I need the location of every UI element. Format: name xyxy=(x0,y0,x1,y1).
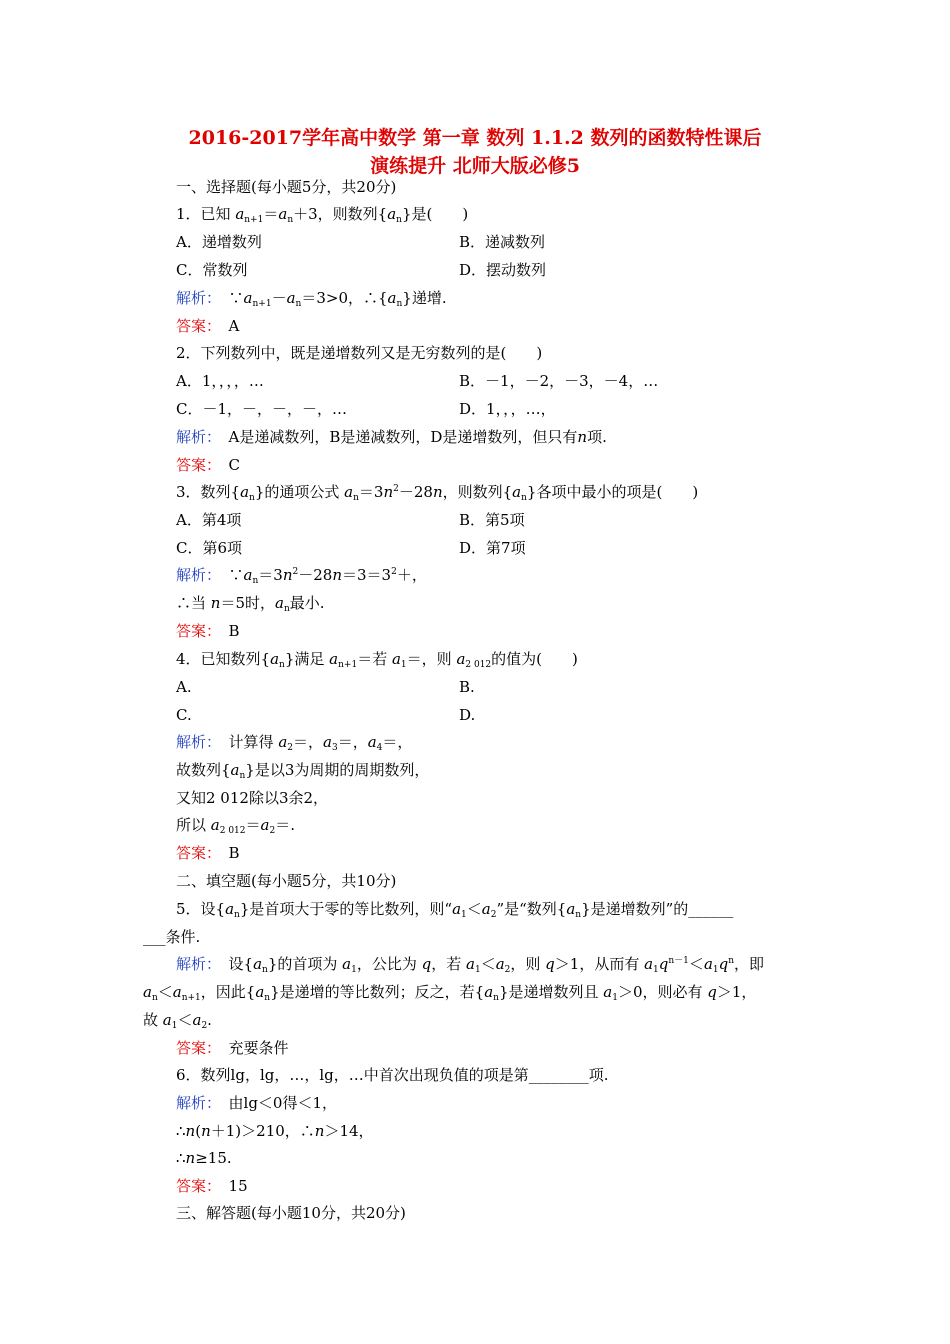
q1-analysis: 解析： $\because a_{n+1}-a_n=3>0$，$\therefore\{a_n\}$递增. xyxy=(176,289,447,309)
q3-analysis: 解析： $\because a_n=3n^2-28n=3=3^2+$， xyxy=(176,566,427,586)
q2-stem: 2．下列数列中，既是递增数列又是无穷数列的是( ) xyxy=(176,344,543,362)
section3-heading: 三、解答题(每小题10分，共20分) xyxy=(176,1204,406,1222)
q2-answer: 答案： C xyxy=(176,456,241,474)
q4-option-a: A. xyxy=(176,678,192,696)
q6-analysis-line2: ∴n(n＋1)＞210，∴n＞14， xyxy=(176,1122,374,1140)
q3-option-a: A．第4项 xyxy=(176,511,242,529)
q4-option-d: D. xyxy=(459,706,476,724)
q5-analysis-line3: 故 $a_1<a_2$. xyxy=(143,1011,212,1031)
analysis-label: 解析： xyxy=(176,428,214,446)
q5-stem: 5．设$\{a_n\}$是首项大于零的等比数列，则“$a_1<a_2$”是“数列$\{a_n\}$是递增数列”的______ xyxy=(176,900,734,920)
q4-analysis-line3: 又知2 012除以3余2， xyxy=(176,789,329,807)
q3-option-c: C．第6项 xyxy=(176,539,243,557)
analysis-label: 解析： xyxy=(176,733,214,751)
q1-option-a: A．递增数列 xyxy=(176,233,262,251)
q6-analysis: 解析： 由lg＜0得＜1， xyxy=(176,1094,338,1112)
q3-option-d: D．第7项 xyxy=(459,539,526,557)
answer-label: 答案： xyxy=(176,1177,214,1195)
q2-option-c: C．－1，－，－，－，… xyxy=(176,400,348,418)
q2-option-b: B．－1，－2，－3，－4，… xyxy=(459,372,659,390)
q4-option-b: B. xyxy=(459,678,475,696)
section1-heading: 一、选择题(每小题5分，共20分) xyxy=(176,178,397,196)
q1-option-d: D．摆动数列 xyxy=(459,261,547,279)
q3-answer: 答案： B xyxy=(176,622,240,640)
q4-analysis: 解析： 计算得 $a_2=$，$a_3=$，$a_4=$， xyxy=(176,733,413,753)
q4-option-c: C. xyxy=(176,706,192,724)
analysis-label: 解析： xyxy=(176,1094,214,1112)
analysis-label: 解析： xyxy=(176,955,214,973)
q5-analysis: 解析： 设$\{a_n\}$的首项为 $a_1$，公比为 q，若 $a_1<a_2$，则 q＞1，从而有 $a_1q^{n-1}<a_1q^n$，即 xyxy=(176,955,765,975)
q4-stem: 4．已知数列$\{a_n\}$满足 $a_{n+1}=$若 $a_1=$，则 $a_{2 012}$的值为( ) xyxy=(176,650,578,670)
q2-analysis: 解析： A是递减数列，B是递减数列，D是递增数列，但只有n项. xyxy=(176,428,607,446)
document-title xyxy=(120,124,830,180)
q6-answer: 答案： 15 xyxy=(176,1177,248,1195)
q5-answer: 答案： 充要条件 xyxy=(176,1039,289,1057)
q6-stem: 6．数列lg，lg，…，lg，…中首次出现负值的项是第________项. xyxy=(176,1066,609,1084)
q2-option-a: A．1，，，，… xyxy=(176,372,264,390)
q1-stem: 1．已知 $a_{n+1}=a_n+3$，则数列$\{a_n\}$是( ) xyxy=(176,205,469,225)
q5-analysis-line2: $a_n<a_{n+1}$，因此$\{a_n\}$是递增的等比数列；反之，若$\{a_n\}$是递增数列且 $a_1>0$，则必有 q＞1， xyxy=(143,983,757,1003)
q4-answer: 答案： B xyxy=(176,844,240,862)
answer-label: 答案： xyxy=(176,456,214,474)
q4-analysis-line2: 故数列$\{a_n\}$是以3为周期的周期数列， xyxy=(176,761,430,781)
q3-option-b: B．第5项 xyxy=(459,511,525,529)
q2-option-d: D．1，，，…， xyxy=(459,400,556,418)
answer-label: 答案： xyxy=(176,317,214,335)
section2-heading: 二、填空题(每小题5分，共10分) xyxy=(176,872,397,890)
answer-label: 答案： xyxy=(176,622,214,640)
q5-stem-line2: ___条件. xyxy=(143,928,201,946)
q6-analysis-line3: ∴n≥15. xyxy=(176,1149,232,1167)
q1-option-c: C．常数列 xyxy=(176,261,248,279)
q3-stem: 3．数列$\{a_n\}$的通项公式 $a_n=3n^2-28n$，则数列$\{a_n\}$各项中最小的项是( ) xyxy=(176,483,699,503)
answer-label: 答案： xyxy=(176,844,214,862)
analysis-label: 解析： xyxy=(176,566,214,584)
q1-answer: 答案： A xyxy=(176,317,240,335)
q3-analysis-line2: ∴当 n＝5时，$a_n$最小. xyxy=(176,594,325,614)
analysis-label: 解析： xyxy=(176,289,214,307)
q1-option-b: B．递减数列 xyxy=(459,233,546,251)
title-line-2: 演练提升 北师大版必修5 xyxy=(370,155,580,177)
q4-analysis-line4: 所以 $a_{2 012}=a_2=$. xyxy=(176,816,295,836)
answer-label: 答案： xyxy=(176,1039,214,1057)
title-line-1: 2016-2017学年高中数学 第一章 数列 1.1.2 数列的函数特性课后 xyxy=(188,127,762,149)
